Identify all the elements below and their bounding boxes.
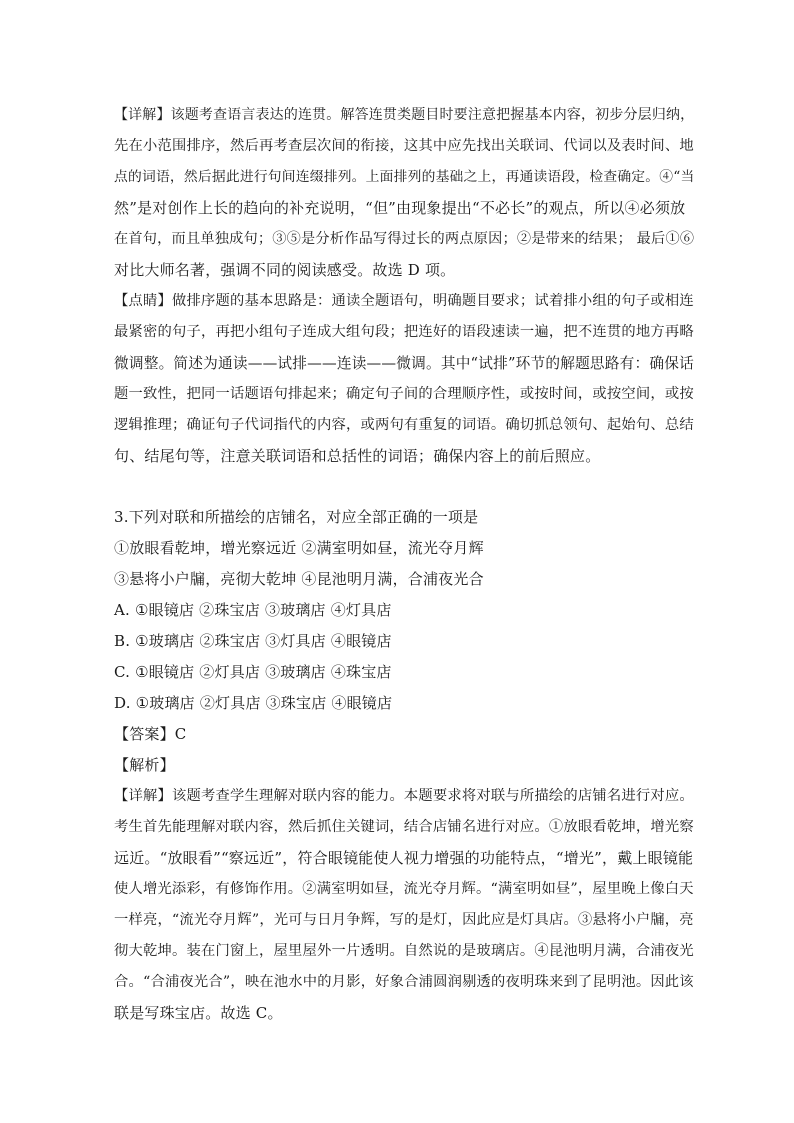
couplet-line: ①放眼看乾坤，增光察远近 ②满室明如昼，流光夺月辉 <box>114 539 484 557</box>
text-line: 一样亮，“流光夺月辉”，光可与日月争辉，写的是灯，因此应是灯具店。③悬将小户牖，亮 <box>114 912 694 928</box>
q2-detailed-explanation <box>114 100 694 286</box>
q2-key-points <box>114 286 694 472</box>
text-line: 微调整。简述为通读——试排——连读——微调。其中“试排”环节的解题思路有：确保话 <box>114 355 694 372</box>
text-line: 点的词语，然后据此进行句间连缀排列。上面排列的基础之上，再通读语段，检查确定。④“当 <box>114 169 695 185</box>
text-line: 在首句，而且单独成句；③⑤是分析作品写得过长的两点原因；②是带来的结果； 最后①⑥ <box>114 231 695 247</box>
text-line: 句、结尾句等，注意关联词语和总括性的词语；确保内容上的前后照应。 <box>114 447 601 465</box>
text-line: 【详解】该题考查语言表达的连贯。解答连贯类题目时要注意把握基本内容，初步分层归纳， <box>114 107 695 123</box>
text-line: 然”是对创作上长的趋向的补充说明，“但”由现象提出“不必长”的观点，所以④必须放 <box>114 199 686 217</box>
text-line: 【点睛】做排序题的基本思路是：通读全题语句，明确题目要求；试着排小组的句子或相连 <box>114 293 694 309</box>
text-line: 最紧密的句子，再把小组句子连成大组句段；把连好的语段速读一遍，把不连贯的地方再略 <box>114 324 694 340</box>
text-line: 联是写珠宝店。故选 C。 <box>114 1004 283 1022</box>
text-line: 远近。“放眼看”“察远近”，符合眼镜能使人视力增强的功能特点，“增光”，戴上眼镜能 <box>114 849 694 867</box>
option-a: A. ①眼镜店 ②珠宝店 ③玻璃店 ④灯具店 <box>114 601 392 619</box>
text-line: 对比大师名著，强调不同的阅读感受。故选 D 项。 <box>114 261 456 279</box>
text-line: 彻大乾坤。装在门窗上，屋里屋外一片透明。自然说的是玻璃店。④昆池明月满，合浦夜光 <box>114 943 694 959</box>
text-line: 考生首先能理解对联内容，然后抓住关键词，结合店铺名进行对应。①放眼看乾坤，增光察 <box>114 819 694 835</box>
document-page <box>114 100 694 1029</box>
option-d: D. ①玻璃店 ②灯具店 ③珠宝店 ④眼镜店 <box>114 694 393 712</box>
analysis-heading: 【解析】 <box>114 756 175 774</box>
text-line: 先在小范围排序，然后再考查层次间的衔接，这其中应先找出关联词、代词以及表时间、地 <box>114 138 694 154</box>
answer-line: 【答案】C <box>114 725 187 743</box>
option-b: B. ①玻璃店 ②珠宝店 ③灯具店 ④眼镜店 <box>114 632 392 650</box>
text-line: 逻辑推理；确证句子代词指代的内容，或两句有重复的词语。确切抓总领句、起始句、总结 <box>114 417 694 433</box>
q3-detailed-explanation <box>114 781 694 1029</box>
couplet-line: ③悬将小户牖，亮彻大乾坤 ④昆池明月满，合浦夜光合 <box>114 570 484 588</box>
text-line: 题一致性，把同一话题语句排起来；确定句子间的合理顺序性，或按时间，或按空间，或按 <box>114 386 694 402</box>
question-stem: 3.下列对联和所描绘的店铺名，对应全部正确的一项是 <box>114 508 479 526</box>
text-line: 【详解】该题考查学生理解对联内容的能力。本题要求将对联与所描绘的店铺名进行对应。 <box>114 788 694 804</box>
option-c: C. ①眼镜店 ②灯具店 ③玻璃店 ④珠宝店 <box>114 663 392 681</box>
text-line: 使人增光添彩，有修饰作用。②满室明如昼，流光夺月辉。“满室明如昼”，屋里晚上像白天 <box>114 881 694 897</box>
section-gap <box>114 472 694 502</box>
question-3 <box>114 502 694 781</box>
text-line: 合。“合浦夜光合”，映在池水中的月影，好象合浦圆润剔透的夜明珠来到了昆明池。因此该 <box>114 974 694 990</box>
